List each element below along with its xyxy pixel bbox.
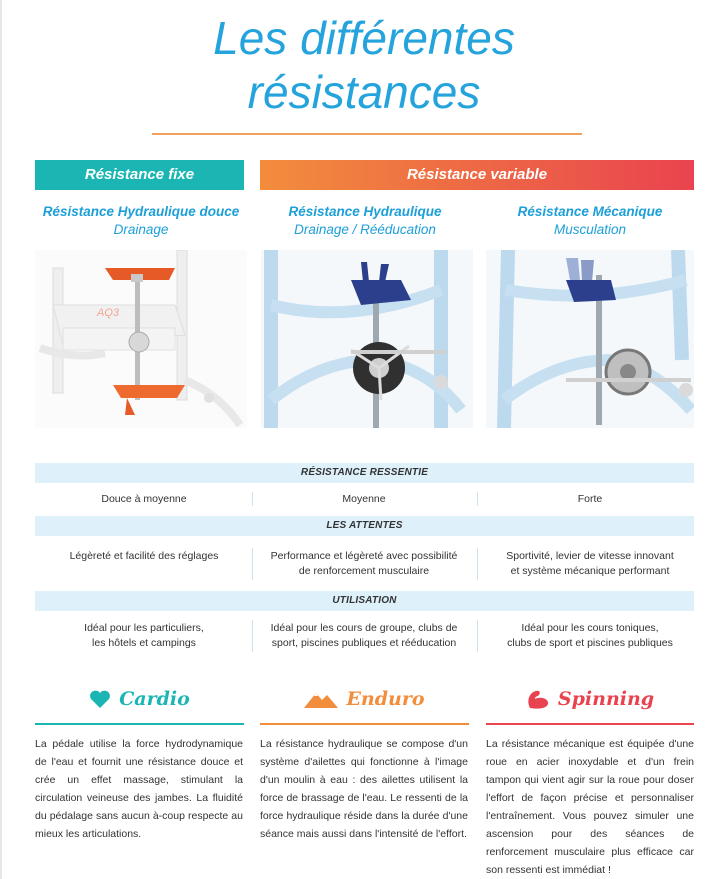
hydraulic-bike-image [261, 250, 473, 428]
cell-line: Performance et légèreté avec possibilité [270, 550, 458, 562]
cell-resistance-moyenne: Moyenne [342, 493, 386, 505]
cell-line: les hôtels et campings [92, 637, 196, 649]
white-bike-image [35, 250, 247, 428]
banner-resistance-variable: Résistance variable [260, 160, 694, 190]
bike-photo-mecanique [486, 250, 694, 428]
cell-attentes-mecanique [481, 549, 699, 579]
cell-line: Idéal pour les cours de groupe, clubs de [270, 622, 458, 634]
mode-label: Cardio [119, 688, 190, 710]
mode-label: Spinning [557, 688, 655, 710]
column-divider [252, 548, 253, 580]
cell-line: clubs de sport et piscines publiques [507, 637, 673, 649]
section-header-les-attentes: LES ATTENTES [35, 516, 694, 536]
cell-resistance-forte: Forte [577, 493, 603, 505]
cell-line: Sportivité, levier de vitesse innovant [506, 550, 674, 562]
column-name: Résistance Mécanique [517, 204, 663, 219]
description-spinning: La résistance mécanique est équipée d'une roue en acier inoxydable et d'un frein tampon qui vient agir sur la roue pour doser l'effort de façon précise et personnaliser l'entraînement. Vous pouvez simuler une ascension pour des séances de renforcement musculaire plus efficace car son ressenti est immédiat ! [486, 738, 694, 876]
column-divider [252, 620, 253, 652]
bike-photo-hydraulique-douce [35, 250, 247, 428]
mode-underline-spinning [486, 723, 694, 725]
bike-photo-hydraulique [261, 250, 473, 428]
page-title-line1: Les différentes [213, 12, 515, 64]
cell-attentes-fixe [35, 549, 253, 564]
muscle-icon [526, 688, 550, 710]
cell-attentes-hydraulique [255, 549, 473, 579]
section-header-utilisation: UTILISATION [35, 591, 694, 611]
description-enduro: La résistance hydraulique se compose d'un système d'ailettes qui fonctionne à l'image d'un moulin à eau : des ailettes utilisent la force de brassage de l'eau. Le ressenti de la force hydraulique réside dans la durée d'une séance mais aussi dans l'intensité de l'effort. [260, 738, 468, 840]
section-header-resistance-ressentie: RÉSISTANCE RESSENTIE [35, 463, 694, 483]
column-subtitle: Drainage [113, 222, 169, 237]
column-name: Résistance Hydraulique douce [42, 204, 240, 219]
cell-resistance-douce: Douce à moyenne [101, 493, 187, 505]
description-cardio: La pédale utilise la force hydrodynamique de l'eau et fournit une résistance douce et crée un effet massage, stimulant la circulation veineuse des jambes. La fluidité du pédalage sans aucun à-coup respecte au mieux les articulations. [35, 738, 243, 840]
page-left-border [0, 0, 2, 879]
cell-line: et système mécanique performant [510, 565, 670, 577]
column-subtitle: Musculation [553, 222, 627, 237]
mountain-icon [304, 689, 338, 709]
mode-underline-enduro [260, 723, 469, 725]
column-divider [477, 548, 478, 580]
column-divider [477, 620, 478, 652]
mode-underline-cardio [35, 723, 244, 725]
column-subtitle: Drainage / Rééducation [294, 222, 436, 237]
column-header-hydraulique-douce [28, 203, 254, 239]
cell-line: de renforcement musculaire [298, 565, 430, 577]
banner-resistance-fixe: Résistance fixe [35, 160, 244, 190]
column-header-hydraulique [252, 203, 478, 239]
mode-enduro [260, 684, 469, 714]
cell-utilisation-fixe [35, 621, 253, 651]
mechanical-bike-image [486, 250, 694, 428]
title-divider [152, 133, 582, 135]
column-divider [252, 492, 253, 506]
cell-utilisation-mecanique [481, 621, 699, 651]
bike-brand-label: AQ3 [97, 307, 120, 319]
cell-line: Idéal pour les cours toniques, [521, 622, 659, 634]
column-header-mecanique [477, 203, 703, 239]
cell-utilisation-hydraulique [255, 621, 473, 651]
cell-line: Légèreté et facilité des réglages [69, 550, 219, 562]
mode-spinning [486, 684, 694, 714]
column-divider [477, 492, 478, 506]
column-name: Résistance Hydraulique [288, 204, 442, 219]
mode-cardio [35, 684, 244, 714]
page-title-line2: résistances [247, 66, 481, 118]
heart-icon [89, 689, 111, 709]
mode-label: Enduro [346, 688, 425, 710]
cell-line: Idéal pour les particuliers, [84, 622, 204, 634]
cell-line: sport, piscines publiques et rééducation [271, 637, 457, 649]
